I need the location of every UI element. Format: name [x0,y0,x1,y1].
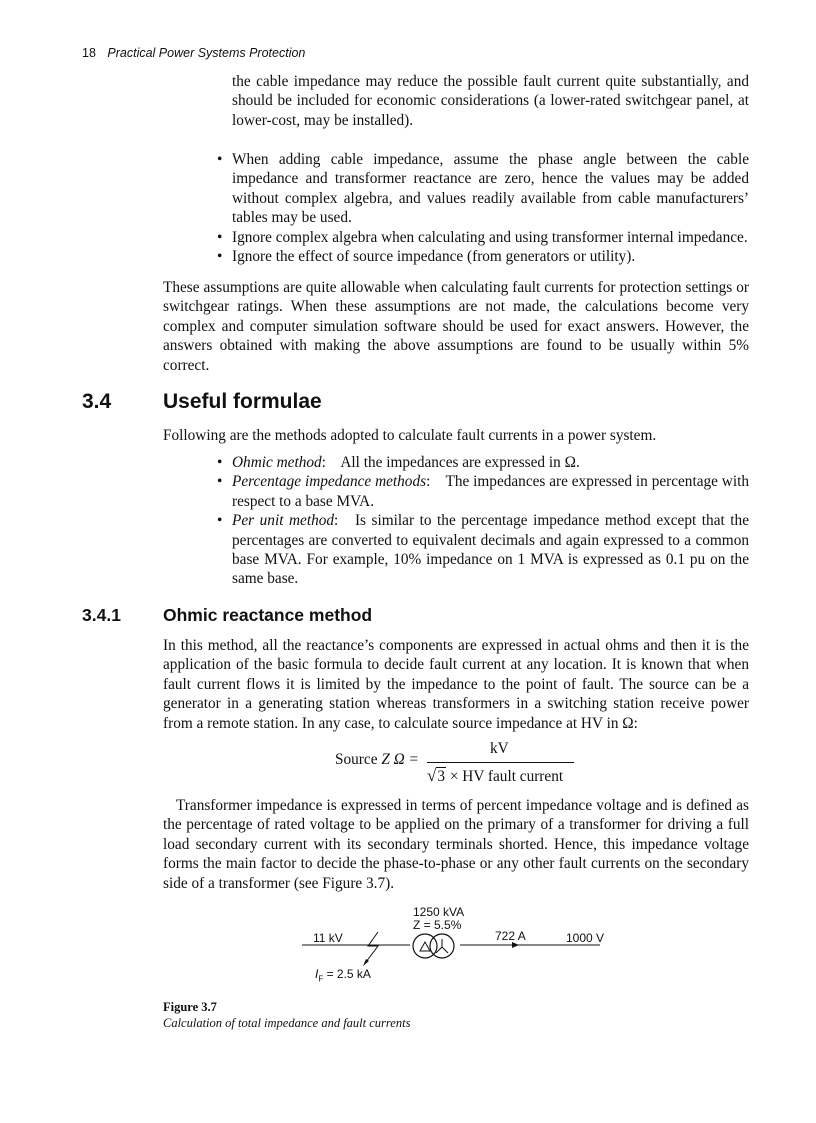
fault-arrow-icon [363,959,369,966]
bullet-icon: • [217,248,223,266]
methods-bullet-list [217,453,749,589]
transformer-rating-label: 1250 kVA [413,905,465,919]
subsection-number: 3.4.1 [82,605,121,625]
list-item [217,228,749,247]
formula-denominator [427,766,563,786]
bullet-icon: • [217,228,223,246]
assumption-bullet-list [217,150,749,266]
transformer-impedance-label: Z = 5.5% [413,918,462,932]
bullet-continuation-text: the cable impedance may reduce the possible fault current quite substantially, and should be included for economic considerations (a lower-rated switchgear panel, at lower-cost, may be installed). [232,73,749,129]
running-head [82,46,305,60]
transformer-paragraph [163,796,749,893]
formula-numerator: kV [490,740,509,757]
subsection-title: Ohmic reactance method [163,605,373,625]
book-title: Practical Power Systems Protection [107,46,306,60]
figure-caption-title: Figure 3.7 [163,1000,217,1014]
fault-current-subscript: F [318,974,324,984]
delta-winding-icon [420,942,430,951]
sqrt-icon: √ [427,766,437,785]
list-item-text: Ignore complex algebra when calculating and using transformer internal impedance. [232,228,748,246]
page-number: 18 [82,46,96,60]
bullet-icon: • [217,473,223,491]
bullet-icon: • [217,151,223,168]
list-item: • Ohmic method: All the impedances are expressed in Ω. [217,454,580,471]
transformer-paragraph-text: Transformer impedance is expressed in terms of percent impedance voltage and is defined as the percentage of rated voltage to be applied on the primary of a transformer for driving a full load secondary current with its secondary terminals shorted. Hence, this impedance voltage forms the main factor to decide the phase-to-phase or any other fault currents on the secondary side of a transformer (see Figure 3.7). [163,797,749,892]
star-winding-icon [436,939,448,953]
sqrt-radicand: 3 [437,768,445,785]
method-description: Is similar to the percentage impedance method except that the percentages are converted to equivalent decimals and again expressed to a common base MVA. For example, 10% impedance on 1 MVA is expressed as 0.1 pu on the same base. [232,512,749,588]
section-intro [163,426,749,445]
method-description: The impedances are expressed in percentage with respect to a base MVA. [232,473,749,510]
section-number: 3.4 [82,390,112,413]
fault-current-value: = 2.5 kA [323,967,371,981]
method-name: Per unit method [232,512,335,530]
figure-caption-text: Calculation of total impedance and fault currents [163,1016,411,1030]
ohmic-paragraph [163,636,749,733]
ohmic-paragraph-text: In this method, all the reactance’s components are expressed in actual ohms and then it is the application of the basic formula to decide fault current at any location. It is known that when fault current flows it is limited by the impedance to the point of fault. The source can be a generator in a generating station whereas transformers in a switching station receive power from a remote station. In any case, to calculate source impedance at HV in Ω: [163,637,749,732]
formula-lhs-symbol: Z Ω = [381,751,419,768]
bullet-icon: • [217,512,223,530]
method-name: Percentage impedance methods [232,473,427,491]
bullet-icon: • [217,454,223,471]
list-item: • Per unit method: Is similar to the percentage impedance method except that the percentages are converted to equivalent decimals and again expressed to a common base MVA. For example, 10% impedance on 1 MVA is expressed as 0.1 pu on the same base. [217,512,749,588]
list-item-text: Ignore the effect of source impedance (from generators or utility). [232,248,636,266]
secondary-current-label: 722 A [495,929,526,943]
formula-lhs [335,751,419,769]
section-intro-text: Following are the methods adopted to calculate fault currents in a power system. [163,427,657,444]
assumptions-paragraph [163,278,749,375]
fault-current-label [315,967,371,983]
assumptions-paragraph-text: These assumptions are quite allowable when calculating fault currents for protection settings or switchgear ratings. When these assumptions are not made, the calculations become very complex and computer simulation software should be used for exact answers. However, the answers obtained with making the above assumptions are found to be usually within 5% correct. [163,279,749,374]
list-item: • Percentage impedance methods: The impedances are expressed in percentage with respect to a base MVA. [217,473,749,510]
section-title: Useful formulae [163,390,322,413]
list-item [217,150,749,228]
list-item-text: When adding cable impedance, assume the phase angle between the cable impedance and transformer reactance are zero, hence the values may be added without complex algebra, and values readily available from cable manufacturers’ tables may be used. [232,151,749,227]
method-description: All the impedances are expressed in Ω. [340,454,580,471]
fraction-bar [427,762,574,763]
bullet-continuation [232,72,749,130]
formula-lhs-word: Source [335,751,378,768]
fault-lightning-icon [366,932,378,962]
primary-voltage-label: 11 kV [313,931,343,945]
fault-current-symbol: I [315,967,319,981]
list-item [217,247,749,266]
formula-denominator-rest: × HV fault current [449,768,564,785]
method-name: Ohmic method [232,454,322,471]
secondary-voltage-label: 1000 V [566,931,605,945]
